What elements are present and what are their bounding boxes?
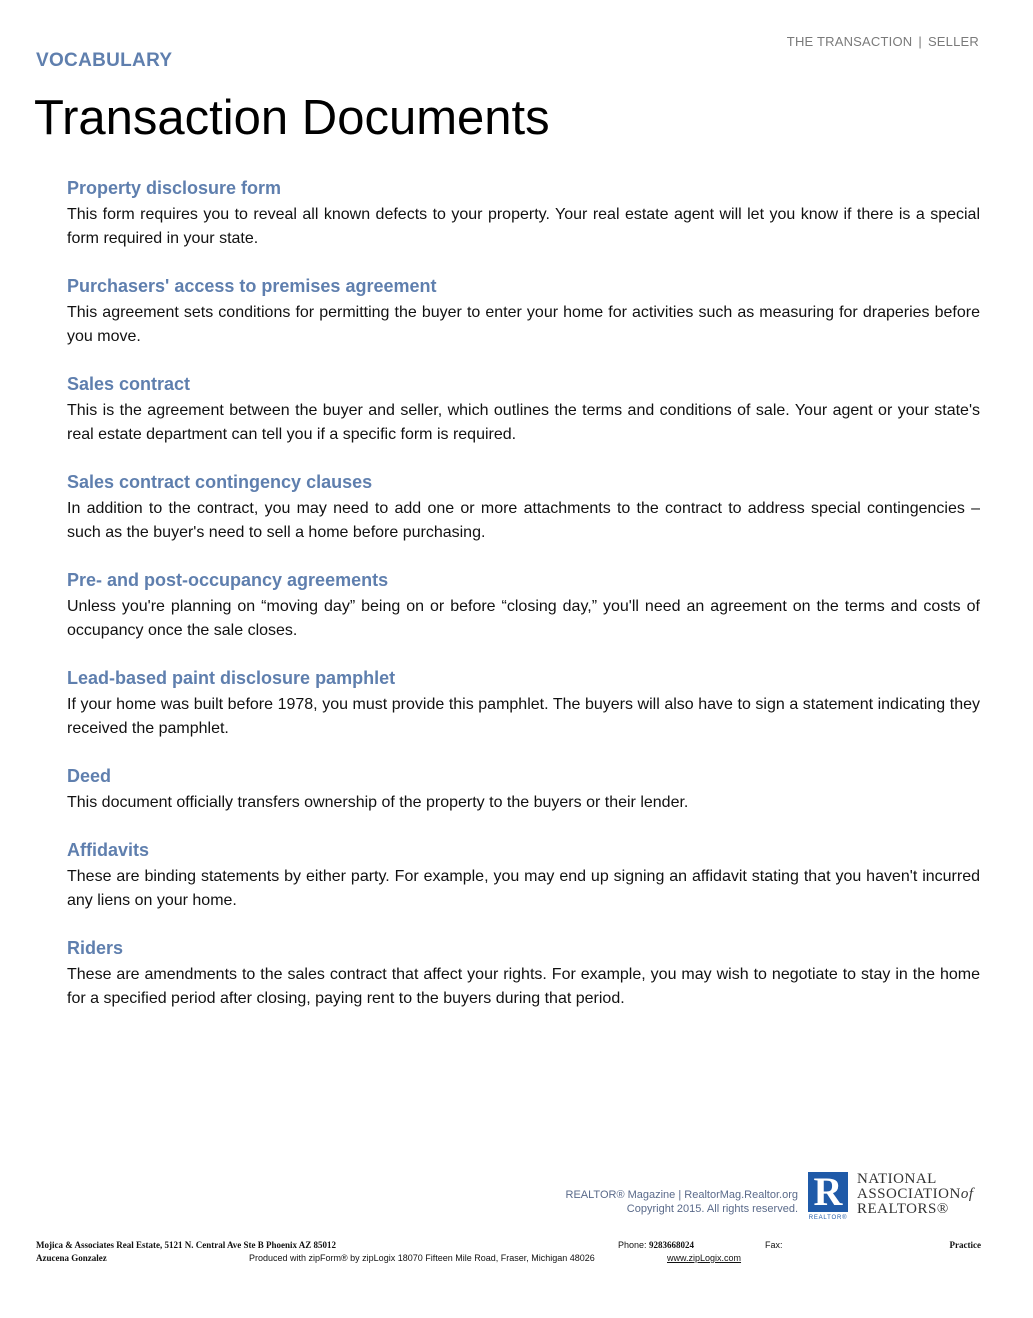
term-definition: This agreement sets conditions for permitting the buyer to enter your home for activities such as measuring for draperies before you move. [67,304,980,345]
copyright-line: Copyright 2015. All rights reserved. [626,1203,798,1215]
produced-with: Produced with zipForm® by zipLogix 18070 Fifteen Mile Road, Fraser, Michigan 48026 [249,1253,595,1263]
term-item [67,667,980,741]
term-name: Deed [67,766,112,786]
fax-label: Fax: [765,1240,783,1250]
term-name: Sales contract [67,374,191,394]
term-definition: In addition to the contract, you may need to add one or more attachments to the contract to address special contingencies – such as the buyer's need to sell a home before purchasing. [67,500,980,541]
term-item [67,177,980,251]
audience-label: SELLER [927,34,979,49]
logo-sub: REALTOR® [808,1215,848,1221]
footer-row [36,1240,981,1252]
logo-letter: R [813,1169,843,1214]
term-definition: These are binding statements by either party. For example, you may end up signing an affidavit stating that you haven't incurred any liens on your home. [67,868,980,909]
term-name: Affidavits [67,840,150,860]
term-name: Purchasers' access to premises agreement [67,276,437,296]
term-name: Pre- and post-occupancy agreements [67,570,389,590]
brokerage-address: Mojica & Associates Real Estate, 5121 N. Central Ave Ste B Phoenix AZ 85012 [36,1240,337,1250]
logo-line: ASSOCIATIONof [857,1186,974,1202]
term-definition: If your home was built before 1978, you must provide this pamphlet. The buyers will also have to sign a statement indicating they received the pamphlet. [67,696,980,737]
term-definition: This is the agreement between the buyer and seller, which outlines the terms and conditions of sale. Your agent or your state's real estate department can tell you if a specific form is required. [67,402,980,443]
term-item [67,569,980,643]
term-item [67,275,980,349]
separator: | [918,34,922,49]
term-list [67,177,980,1035]
ziplogix-link[interactable]: www.zipLogix.com [667,1253,742,1263]
term-item [67,765,980,815]
kicker: VOCABULARY [36,50,173,71]
term-definition: This form requires you to reveal all known defects to your property. Your real estate agent will let you know if there is a special form required in your state. [67,206,980,247]
realtor-r-icon [808,1169,848,1221]
term-definition: Unless you're planning on “moving day” being on or before “closing day,” you'll need an agreement on the terms and costs of occupancy once the sale closes. [67,598,980,639]
term-name: Lead-based paint disclosure pamphlet [67,668,396,688]
credit-line: REALTOR® Magazine | RealtorMag.Realtor.org [565,1189,798,1201]
agent-name: Azucena Gonzalez [36,1253,107,1263]
term-item [67,373,980,447]
term-name: Sales contract contingency clauses [67,472,373,492]
term-item [67,839,980,913]
document-name: Practice [949,1240,981,1250]
term-definition: These are amendments to the sales contract that affect your rights. For example, you may wish to negotiate to stay in the home for a specified period after closing, paying rent to the buyers during that period. [67,966,980,1007]
phone-field: Phone: 9283668024 [618,1240,695,1250]
footer-row [36,1253,981,1265]
page-title: Transaction Documents [34,91,550,145]
logo-line: REALTORS® [857,1201,949,1217]
term-definition: This document officially transfers ownership of the property to the buyers or their lender. [67,794,689,811]
nar-logo [808,1169,974,1221]
term-item [67,471,980,545]
running-header [787,34,979,49]
term-name: Riders [67,938,124,958]
logo-wordmark [857,1172,974,1217]
term-item [67,937,980,1011]
section-label: THE TRANSACTION [786,34,913,49]
magazine-credit [560,1188,798,1216]
term-name: Property disclosure form [67,178,282,198]
logo-line: NATIONAL [857,1171,937,1187]
